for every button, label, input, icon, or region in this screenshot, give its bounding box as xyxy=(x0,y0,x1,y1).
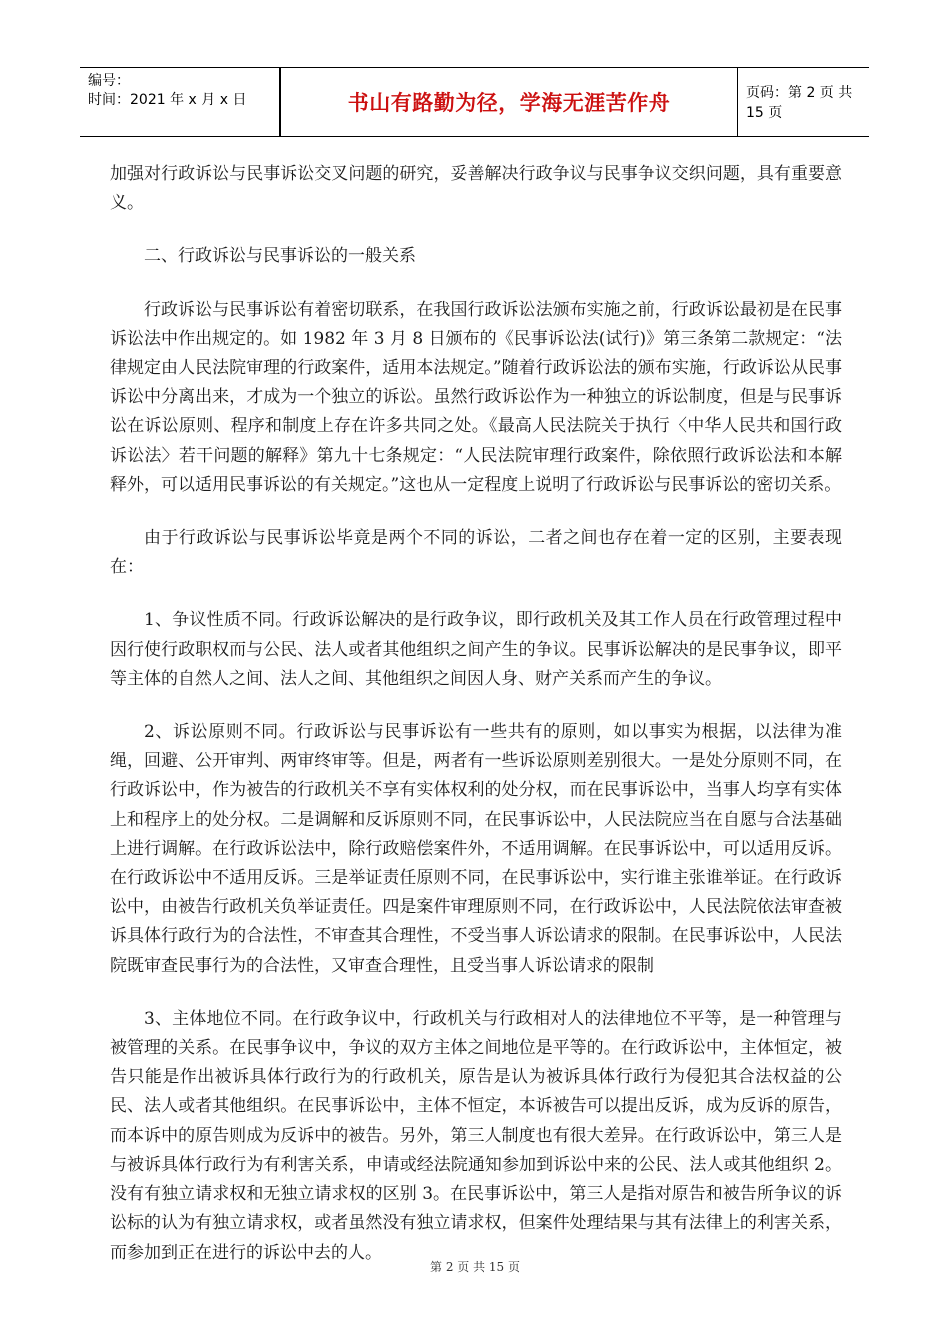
motto: 书山有路勤为径，学海无涯苦作舟 xyxy=(347,91,671,115)
date-line: 时间：2021 年 x 月 x 日 xyxy=(88,92,247,108)
number-label: 编号： xyxy=(88,73,130,89)
page-footer xyxy=(0,1258,950,1275)
paragraph: 行政诉讼与民事诉讼有着密切联系，在我国行政诉讼法颁布实施之前，行政诉讼最初是在民事诉讼法中作出规定的。如 1982 年 3 月 8 日颁布的《民事诉讼法(试行)》第三条第二款规定：“法律规定由人民法院审理的行政案件，适用本法规定。”随着行政诉讼法的颁布实施，行政诉讼从民事诉讼中分离出来，才成为一个独立的诉讼。虽然行政诉讼作为一种独立的诉讼制度，但是与民事诉讼在诉讼原则、程序和制度上存在许多共同之处。《最高人民法院关于执行〈中华人民共和国行政诉讼法〉若干问题的解释》第九十七条规定：“人民法院审理行政案件，除依照行政诉讼法和本解释外，可以适用民事诉讼的有关规定。”这也从一定程度上说明了行政诉讼与民事诉讼的密切关系。 xyxy=(110,299,842,495)
page-header xyxy=(80,67,869,137)
section-heading: 二、行政诉讼与民事诉讼的一般关系 xyxy=(144,246,416,267)
paragraph-intro-continued: 加强对行政诉讼与民事诉讼交叉问题的研究，妥善解决行政争议与民事争议交织问题，具有重要意义。 xyxy=(110,164,842,214)
paragraph-item-2: 2、诉讼原则不同。行政诉讼与民事诉讼有一些共有的原则，如以事实为根据，以法律为准绳，回避、公开审判、两审终审等。但是，两者有一些诉讼原则差别很大。一是处分原则不同，在行政诉讼中，作为被告的行政机关不享有实体权利的处分权，而在民事诉讼中，当事人均享有实体上和程序上的处分权。二是调解和反诉原则不同，在民事诉讼中，人民法院应当在自愿与合法基础上进行调解。在行政诉讼法中，除行政赔偿案件外，不适用调解。在民事诉讼中，可以适用反诉。在行政诉讼中不适用反诉。三是举证责任原则不同，在民事诉讼中，实行谁主张谁举证。在行政诉讼中，由被告行政机关负举证责任。四是案件审理原则不同，在行政诉讼中，人民法院依法审查被诉具体行政行为的合法性，不审查其合理性，不受当事人诉讼请求的限制。在民事诉讼中，人民法院既审查民事行为的合法性，又审查合理性，且受当事人诉讼请求的限制 xyxy=(110,722,842,976)
header-page-info xyxy=(738,68,869,136)
page-info: 页码：第 2 页 共 15 页 xyxy=(746,85,853,121)
paragraph: 由于行政诉讼与民事诉讼毕竟是两个不同的诉讼，二者之间也存在着一定的区别，主要表现在： xyxy=(110,528,842,578)
footer-page-number: 第 2 页 共 15 页 xyxy=(430,1260,520,1274)
header-motto-cell xyxy=(280,68,738,136)
paragraph-item-3: 3、主体地位不同。在行政争议中，行政机关与行政相对人的法律地位不平等，是一种管理与被管理的关系。在民事争议中，争议的双方主体之间地位是平等的。在行政诉讼中，主体恒定，被告只能是作出被诉具体行政行为的行政机关，原告是认为被诉具体行政行为侵犯其合法权益的公民、法人或者其他组织。在民事诉讼中，主体不恒定，本诉被告可以提出反诉，成为反诉的原告，而本诉中的原告则成为反诉中的被告。另外，第三人制度也有很大差异。在行政诉讼中，第三人是与被诉具体行政行为有利害关系，申请或经法院通知参加到诉讼中来的公民、法人或其他组织 2。没有有独立请求权和无独立请求权的区别 3。在民事诉讼中，第三人是指对原告和被告所争议的诉讼标的认为有独立请求权，或者虽然没有独立请求权，但案件处理结果与其有法律上的利害关系，而参加到正在进行的诉讼中去的人。 xyxy=(110,1008,842,1263)
document-body xyxy=(110,160,842,1292)
header-meta xyxy=(80,68,280,136)
paragraph-item-1: 1、争议性质不同。行政诉讼解决的是行政争议，即行政机关及其工作人员在行政管理过程中因行使行政职权而与公民、法人或者其他组织之间产生的争议。民事诉讼解决的是民事争议，即平等主体的自然人之间、法人之间、其他组织之间因人身、财产关系而产生的争议。 xyxy=(110,610,842,689)
